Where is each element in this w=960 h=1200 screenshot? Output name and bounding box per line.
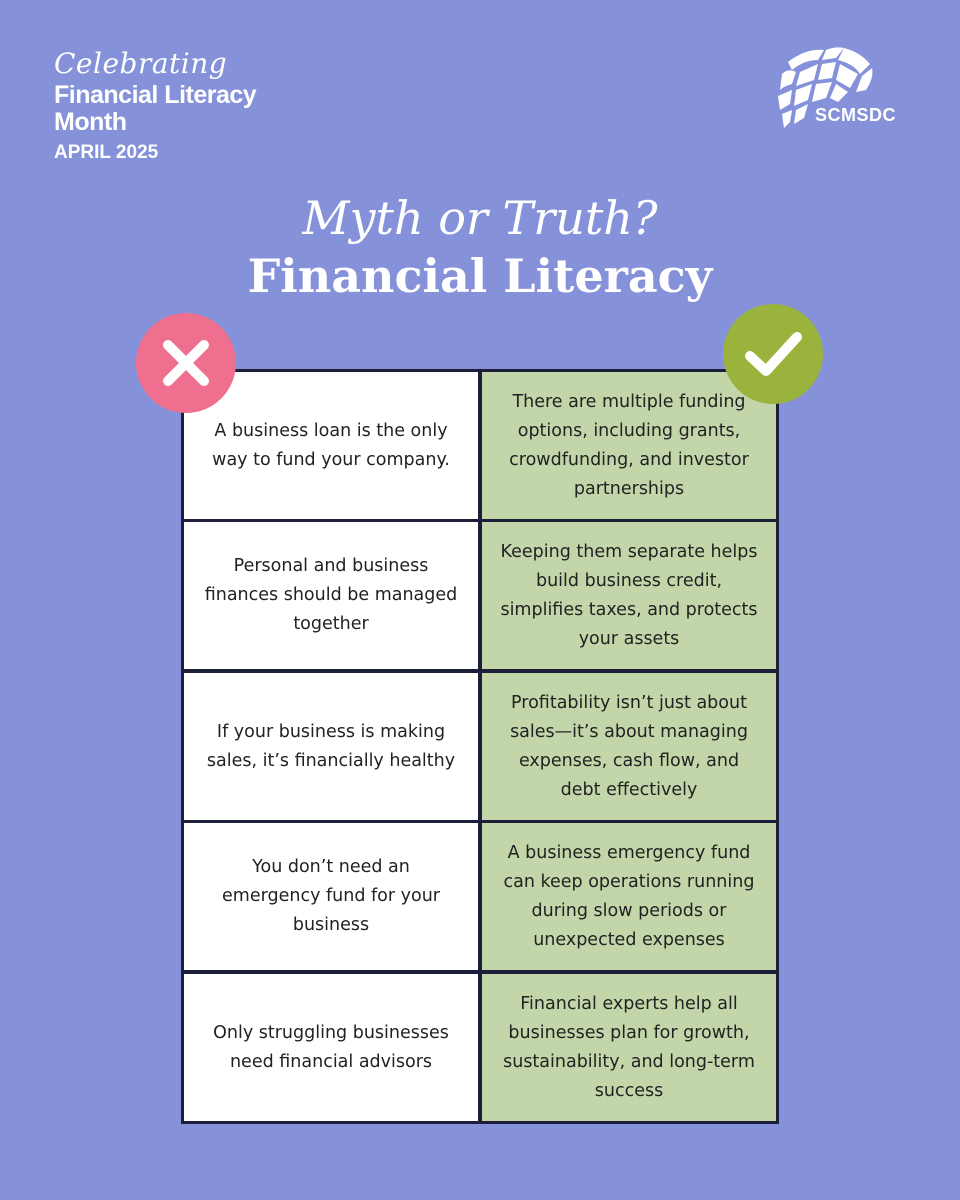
truth-cell: Keeping them separate helps build business credit, simplifies taxes, and protects your assets <box>482 522 776 669</box>
myth-cell: Only struggling businesses need financial advisors <box>184 974 478 1121</box>
truth-cell: Profitability isn’t just about sales—it’s about managing expenses, cash flow, and debt effectively <box>482 673 776 820</box>
truth-cell: Financial experts help all businesses plan for growth, sustainability, and long-term success <box>482 974 776 1121</box>
table-row <box>184 974 776 1121</box>
table-row <box>184 522 776 669</box>
truth-cell: A business emergency fund can keep operations running during slow periods or unexpected expenses <box>482 823 776 970</box>
table-row <box>184 372 776 519</box>
check-mark-icon <box>723 304 823 404</box>
campaign-script-line: Celebrating <box>54 47 228 80</box>
truth-cell: There are multiple funding options, including grants, crowdfunding, and investor partnerships <box>482 372 776 519</box>
campaign-block <box>54 46 256 166</box>
headline-line2: Financial Literacy <box>247 249 713 303</box>
truth-badge <box>723 304 823 404</box>
myth-cell: If your business is making sales, it’s financially healthy <box>184 673 478 820</box>
myth-cell: A business loan is the only way to fund your company. <box>184 372 478 519</box>
table-row <box>184 823 776 970</box>
myth-badge <box>136 313 236 413</box>
myth-truth-table <box>181 369 779 1124</box>
headline <box>0 190 960 306</box>
table-row <box>184 673 776 820</box>
myth-cell: You don’t need an emergency fund for your business <box>184 823 478 970</box>
headline-line1: Myth or Truth? <box>302 191 658 245</box>
logo-text: SCMSDC <box>815 105 897 125</box>
x-mark-icon <box>136 313 236 413</box>
myth-cell: Personal and business finances should be managed together <box>184 522 478 669</box>
campaign-title-line1: Financial Literacy <box>54 81 257 109</box>
campaign-date: APRIL 2025 <box>54 142 159 163</box>
campaign-title-line2: Month <box>54 108 127 136</box>
